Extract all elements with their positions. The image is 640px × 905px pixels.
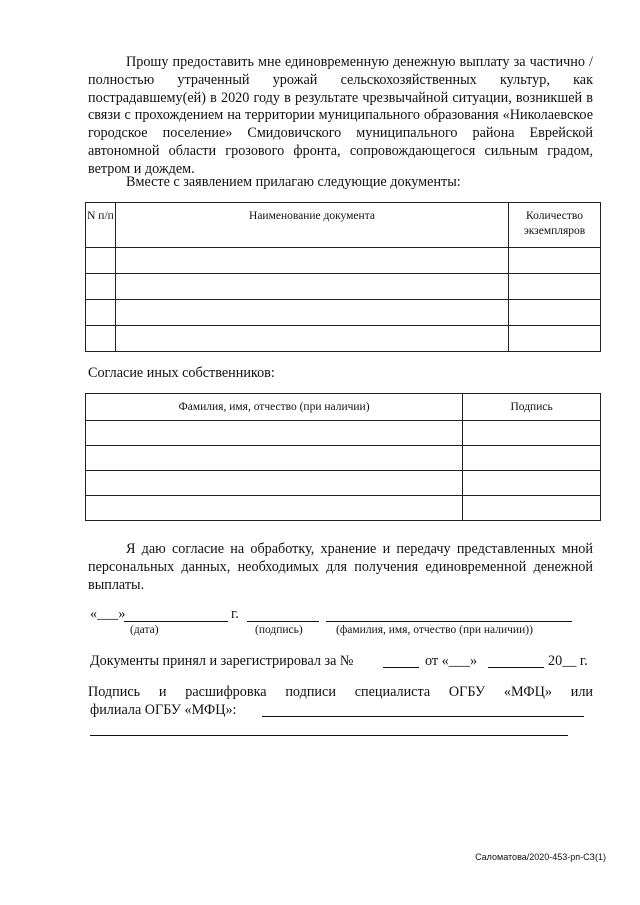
registration-number-line[interactable]	[383, 667, 419, 668]
table-cell[interactable]	[463, 446, 601, 471]
table-row	[86, 248, 601, 274]
data-consent-paragraph: Я даю согласие на обработку, хранение и передачу представленных мной персональных данных, необходимых для получения единовременной денежной выплаты.	[88, 541, 593, 593]
specialist-extra-line[interactable]	[90, 735, 568, 736]
owners-consent-table	[85, 393, 601, 521]
attachments-label: Вместе с заявлением прилагаю следующие документы:	[126, 174, 461, 190]
specialist-signature-line[interactable]	[262, 716, 584, 717]
registration-text: Документы принял и зарегистрировал за №	[90, 653, 354, 669]
table-cell[interactable]	[115, 274, 508, 300]
signature-field-line[interactable]	[247, 621, 319, 622]
table-cell[interactable]	[86, 446, 463, 471]
table-cell[interactable]	[86, 421, 463, 446]
owners-table-header	[86, 394, 601, 421]
table-cell[interactable]	[86, 471, 463, 496]
table-cell[interactable]	[86, 496, 463, 521]
owners-consent-label: Согласие иных собственников:	[88, 365, 275, 381]
header-signature: Подпись	[463, 394, 601, 421]
caption-signature: (подпись)	[255, 624, 303, 636]
table-cell[interactable]	[115, 300, 508, 326]
table-cell[interactable]	[509, 300, 601, 326]
table-row	[86, 471, 601, 496]
caption-fullname: (фамилия, имя, отчество (при наличии))	[336, 624, 533, 636]
table-row	[86, 274, 601, 300]
date-day-field[interactable]: «___»	[90, 606, 126, 622]
header-number: N п/п	[86, 203, 116, 248]
table-row	[86, 300, 601, 326]
caption-date: (дата)	[130, 624, 159, 636]
table-cell[interactable]	[463, 496, 601, 521]
table-cell[interactable]	[115, 326, 508, 352]
date-field-line[interactable]	[124, 621, 228, 622]
table-cell[interactable]	[463, 421, 601, 446]
documents-table-header	[86, 203, 601, 248]
table-row	[86, 496, 601, 521]
table-cell[interactable]	[86, 326, 116, 352]
table-cell[interactable]	[86, 274, 116, 300]
table-row	[86, 446, 601, 471]
registration-month-line[interactable]	[488, 667, 544, 668]
documents-table	[85, 202, 601, 352]
table-cell[interactable]	[509, 248, 601, 274]
table-cell[interactable]	[463, 471, 601, 496]
header-fullname: Фамилия, имя, отчество (при наличии)	[86, 394, 463, 421]
table-cell[interactable]	[509, 274, 601, 300]
document-code: Саломатова/2020-453-рп-СЗ(1)	[475, 852, 606, 862]
registration-from: от «___»	[425, 653, 478, 669]
table-cell[interactable]	[509, 326, 601, 352]
table-cell[interactable]	[86, 248, 116, 274]
table-cell[interactable]	[115, 248, 508, 274]
registration-year: 20__ г.	[548, 653, 588, 669]
header-document-name: Наименование документа	[115, 203, 508, 248]
fullname-field-line[interactable]	[326, 621, 572, 622]
header-copies: Количество экземпляров	[509, 203, 601, 248]
table-row	[86, 421, 601, 446]
table-cell[interactable]	[86, 300, 116, 326]
specialist-signature-line2: филиала ОГБУ «МФЦ»:	[90, 702, 237, 718]
specialist-signature-line1: Подпись и расшифровка подписи специалиста ОГБУ «МФЦ» или	[88, 684, 593, 700]
intro-paragraph: Прошу предоставить мне единовременную денежную выплату за частично / полностью утраченный урожай сельскохозяйственных культур, как пострадавшему(ей) в 2020 году в результате чрезвычайной ситуации, возникшей в связи с прохождением на территории муниципального образования «Николаевское городское поселение» Смидовичского муниципального района Еврейской автономной области грозового фронта, сопровождающегося сильным градом, ветром и дождем.	[88, 54, 593, 177]
table-row	[86, 326, 601, 352]
year-suffix: г.	[231, 606, 239, 622]
